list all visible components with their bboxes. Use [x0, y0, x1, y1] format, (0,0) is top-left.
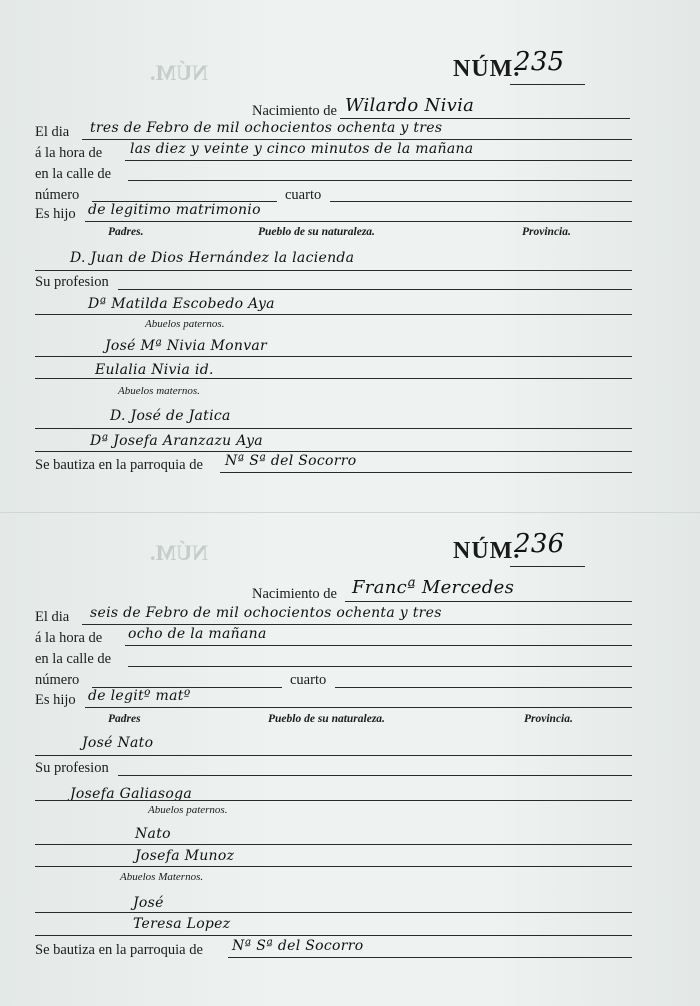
abuelos-maternos-label: Abuelos Maternos. — [120, 871, 204, 883]
record-number-label: NÚM. — [453, 538, 521, 564]
calle-label: en la calle de — [35, 651, 112, 667]
el-dia-label: El dia — [35, 124, 70, 140]
abuelo-m2-value: Teresa Lopez — [133, 916, 231, 932]
col-provincia: Provincia. — [524, 713, 573, 725]
profesion-label: Su profesion — [35, 760, 109, 776]
calle-label: en la calle de — [35, 166, 112, 182]
col-padres: Padres. — [108, 226, 144, 238]
abuelo-p2-value: Eulalia Nivia id. — [95, 362, 214, 378]
el-dia-value: seis de Febro de mil ochocientos ochenta y tres — [90, 605, 442, 621]
numero-label: número — [35, 187, 80, 203]
ghost-num-mid: NÚM. — [150, 540, 209, 565]
bautiza-label: Se bautiza en la parroquia de — [35, 457, 203, 473]
bautiza-value: Nª Sª del Socorro — [232, 938, 364, 954]
nacimiento-label: Nacimiento de — [252, 586, 337, 602]
ghost-num-top: NÚM. — [150, 60, 209, 85]
abuelo-p1-value: Nato — [135, 826, 171, 842]
abuelo-p2-value: Josefa Munoz — [135, 848, 235, 864]
bautiza-value: Nª Sª del Socorro — [225, 453, 357, 469]
abuelo-m1-value: D. José de Jatica — [110, 408, 231, 424]
nacimiento-value: Wilardo Nivia — [345, 95, 475, 116]
cuarto-label: cuarto — [290, 672, 327, 688]
bautiza-label: Se bautiza en la parroquia de — [35, 942, 203, 958]
madre-value: Josefa Galiasoga — [70, 786, 193, 802]
madre-value: Dª Matilda Escobedo Aya — [88, 296, 275, 312]
hijo-label: Es hijo — [35, 692, 76, 708]
col-padres: Padres — [108, 713, 141, 725]
padre-value: José Nato — [82, 735, 154, 751]
col-pueblo: Pueblo de su naturaleza. — [268, 713, 385, 725]
hijo-value: de legitº matº — [88, 688, 191, 704]
abuelos-paternos-label: Abuelos paternos. — [145, 318, 225, 330]
record-number-value: 235 — [514, 47, 565, 77]
abuelo-m1-value: José — [133, 895, 164, 911]
record-number-label: NÚM. — [453, 56, 521, 82]
hijo-label: Es hijo — [35, 206, 76, 222]
abuelos-maternos-label: Abuelos maternos. — [118, 385, 200, 397]
el-dia-value: tres de Febro de mil ochocientos ochenta y tres — [90, 120, 443, 136]
numero-label: número — [35, 672, 80, 688]
cuarto-label: cuarto — [285, 187, 322, 203]
record-number-value: 236 — [514, 529, 565, 559]
record-divider — [0, 512, 700, 513]
padre-value: D. Juan de Dios Hernández la lacienda — [70, 250, 355, 266]
abuelo-p1-value: José Mª Nivia Monvar — [105, 338, 268, 354]
hora-value: las diez y veinte y cinco minutos de la mañana — [130, 141, 474, 157]
profesion-label: Su profesion — [35, 274, 109, 290]
hora-label: á la hora de — [35, 630, 103, 646]
el-dia-label: El dia — [35, 609, 70, 625]
hora-value: ocho de la mañana — [128, 626, 267, 642]
abuelo-m2-value: Dª Josefa Aranzazu Aya — [90, 433, 263, 449]
col-provincia: Provincia. — [522, 226, 571, 238]
abuelos-paternos-label: Abuelos paternos. — [148, 804, 228, 816]
nacimiento-label: Nacimiento de — [252, 103, 337, 119]
col-pueblo: Pueblo de su naturaleza. — [258, 226, 375, 238]
hijo-value: de legitimo matrimonio — [88, 202, 261, 218]
nacimiento-value: Francª Mercedes — [352, 577, 515, 598]
hora-label: á la hora de — [35, 145, 103, 161]
